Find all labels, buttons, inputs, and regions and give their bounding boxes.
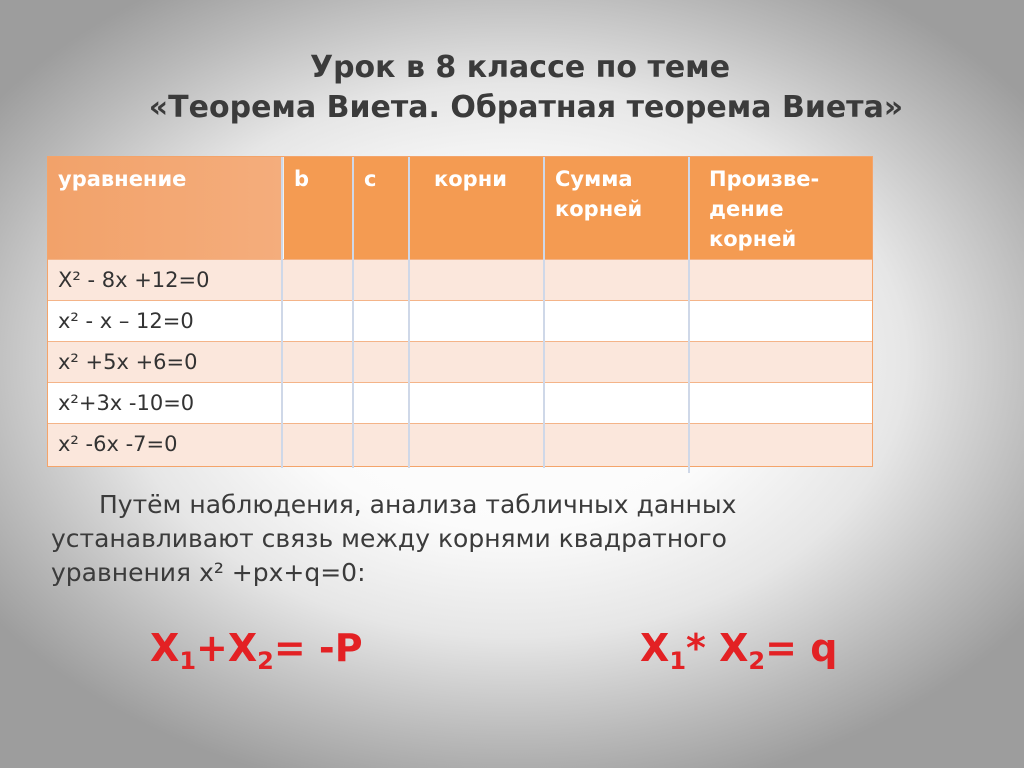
column-divider	[688, 157, 690, 473]
header-sum-line1: Сумма	[555, 167, 633, 191]
vieta-table	[47, 156, 873, 467]
header-product-line1: Произве-	[709, 167, 820, 191]
slide-title-line2: «Теорема Виета. Обратная теорема Виета»	[148, 90, 904, 125]
table-row	[48, 382, 872, 423]
paragraph-line2: устанавливают связь между корнями квадратного	[51, 524, 727, 553]
slide-title-line1: Урок в 8 классе по теме	[309, 50, 731, 85]
table-row	[48, 423, 872, 466]
column-divider	[408, 157, 410, 468]
equation-cell: Х² - 8х +12=0	[58, 268, 210, 292]
equation-cell: х²+3х -10=0	[58, 391, 195, 415]
header-sum	[545, 157, 688, 259]
product-sub1: 1	[669, 647, 687, 675]
sum-sub1: 1	[179, 647, 197, 675]
sum-x2: +X	[196, 626, 258, 670]
table-row	[48, 300, 872, 341]
header-product-line2: дение	[709, 197, 784, 221]
header-equation-label: уравнение	[58, 167, 187, 191]
sum-rhs: = -P	[273, 626, 363, 670]
column-divider	[281, 157, 283, 468]
table-row	[48, 341, 872, 382]
sum-sub2: 2	[257, 647, 274, 675]
header-b	[284, 157, 352, 259]
product-x1: X	[640, 626, 670, 670]
header-c	[354, 157, 408, 259]
observation-paragraph	[51, 488, 851, 590]
header-product-line3: корней	[709, 227, 797, 251]
product-rhs: = q	[765, 626, 838, 670]
column-divider	[352, 157, 354, 468]
equation-cell: х² -6х -7=0	[58, 432, 178, 456]
header-sum-line2: корней	[555, 197, 643, 221]
sum-x1: X	[150, 626, 180, 670]
column-divider	[543, 157, 545, 468]
equation-cell: х² - х – 12=0	[58, 309, 194, 333]
header-product	[690, 157, 872, 259]
product-x2: * X	[686, 626, 749, 670]
header-equation	[48, 157, 282, 259]
header-roots	[410, 157, 543, 259]
header-c-label: c	[364, 167, 377, 191]
equation-cell: х² +5х +6=0	[58, 350, 198, 374]
product-sub2: 2	[748, 647, 766, 675]
table-row	[48, 259, 872, 300]
product-formula	[640, 623, 837, 686]
sum-formula	[150, 623, 363, 686]
paragraph-line3: уравнения х² +px+q=0:	[51, 558, 366, 587]
paragraph-line1: Путём наблюдения, анализа табличных данных	[99, 490, 737, 519]
header-b-label: b	[294, 167, 310, 191]
header-roots-label: корни	[434, 167, 507, 191]
